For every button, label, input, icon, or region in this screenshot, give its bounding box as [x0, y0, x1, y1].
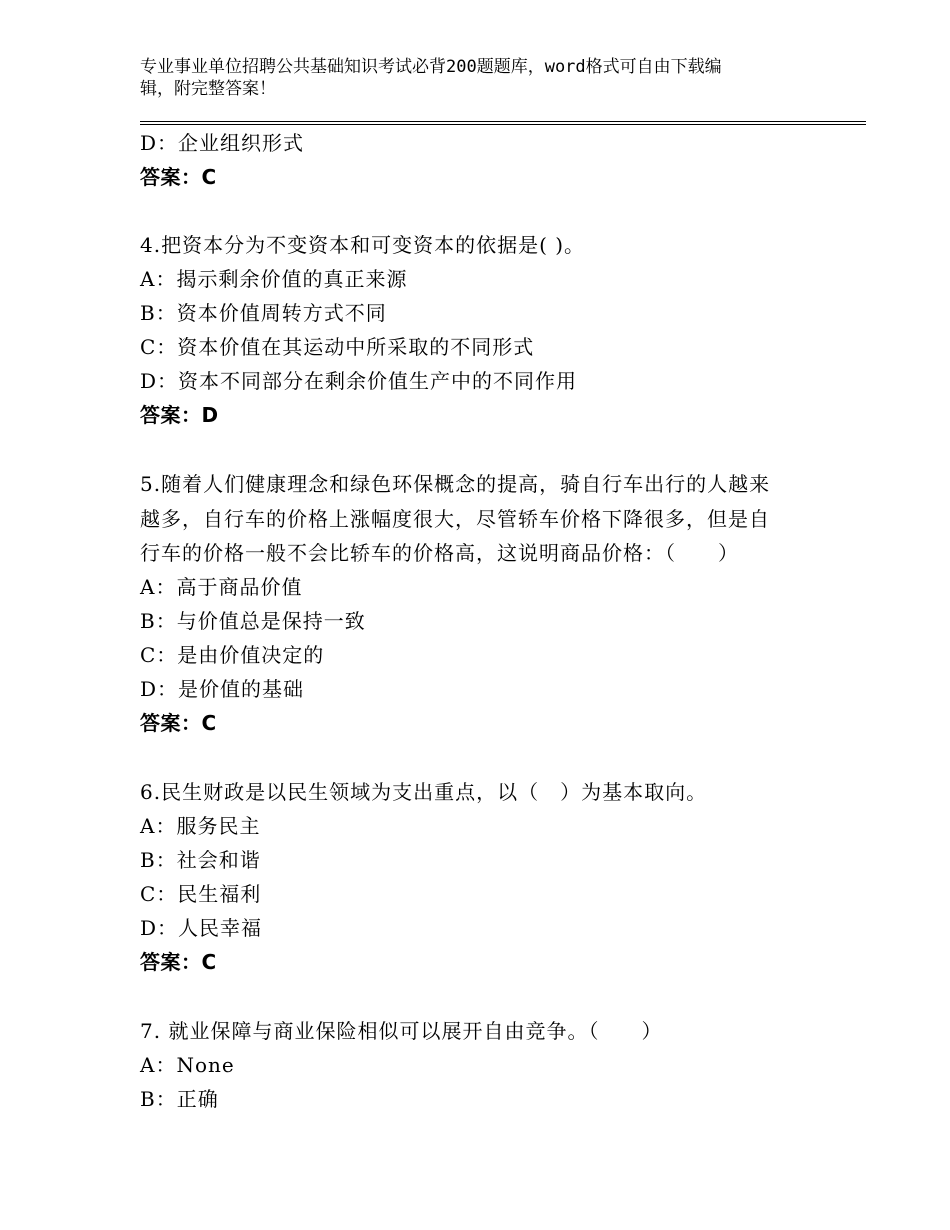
- header-divider-top: [140, 121, 866, 122]
- option-b-q4: B：资本价值周转方式不同: [140, 301, 387, 325]
- option-a-q5: A：高于商品价值: [140, 575, 303, 599]
- answer-q4: 答案：D: [140, 403, 219, 427]
- document-header: [140, 56, 800, 100]
- option-b-q7: B：正确: [140, 1087, 219, 1111]
- header-line-1: 专业事业单位招聘公共基础知识考试必背200题题库，word格式可自由下载编: [140, 57, 722, 77]
- question-5-line-1: 5.随着人们健康理念和绿色环保概念的提高，骑自行车出行的人越来: [140, 472, 771, 496]
- option-c-q5: C：是由价值决定的: [140, 643, 325, 667]
- option-b-q6: B：社会和谐: [140, 848, 261, 872]
- option-d-q5: D：是价值的基础: [140, 677, 305, 701]
- answer-q5: 答案：C: [140, 711, 217, 735]
- option-d-q3: D：企业组织形式: [140, 131, 305, 155]
- option-d-q6: D：人民幸福: [140, 916, 263, 940]
- question-6: 6.民生财政是以民生领域为支出重点，以（ ）为基本取向。: [140, 780, 708, 804]
- question-5-line-2: 越多，自行车的价格上涨幅度很大，尽管轿车价格下降很多，但是自: [140, 507, 770, 531]
- answer-q6: 答案：C: [140, 950, 217, 974]
- question-7: 7. 就业保障与商业保险相似可以展开自由竞争。（ ）: [140, 1019, 663, 1043]
- header-line-2: 辑，附完整答案！: [140, 79, 276, 99]
- option-a-q4: A：揭示剩余价值的真正来源: [140, 267, 408, 291]
- option-d-q4: D：资本不同部分在剩余价值生产中的不同作用: [140, 369, 578, 393]
- header-divider-bottom: [140, 124, 866, 125]
- option-c-q4: C：资本价值在其运动中所采取的不同形式: [140, 335, 535, 359]
- option-a-q7: A：None: [140, 1053, 235, 1077]
- question-5-line-3: 行车的价格一般不会比轿车的价格高，这说明商品价格：（ ）: [140, 541, 739, 565]
- option-c-q6: C：民生福利: [140, 882, 262, 906]
- option-a-q6: A：服务民主: [140, 814, 261, 838]
- option-b-q5: B：与价值总是保持一致: [140, 609, 366, 633]
- question-4: 4.把资本分为不变资本和可变资本的依据是( )。: [140, 233, 586, 257]
- answer-q3: 答案：C: [140, 165, 217, 189]
